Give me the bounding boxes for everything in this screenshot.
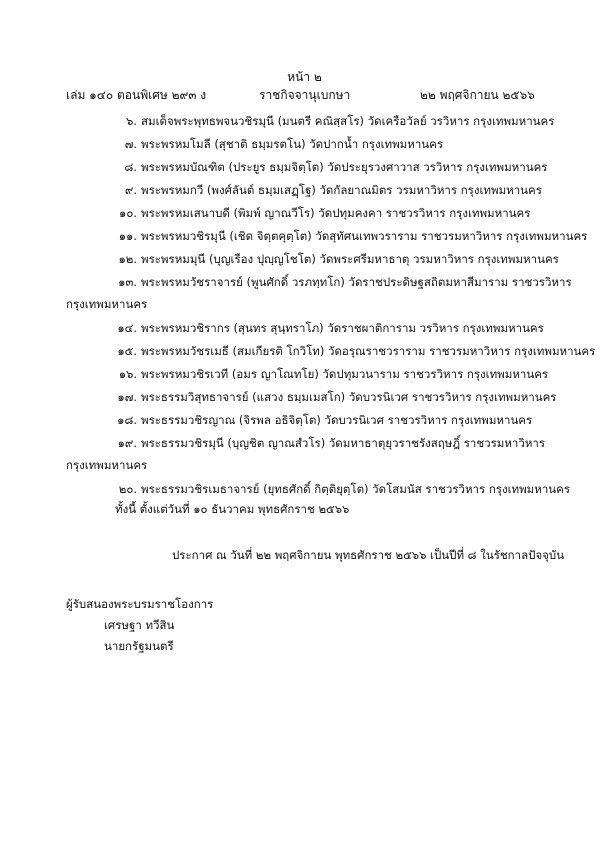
list-item — [0, 113, 609, 133]
item-text: พระพรหมวัชรเมธี (สมเกียรติ โกวิโท) วัดอรุณราชวราราม ราชวรมหาวิหาร กรุงเทพมหานคร — [141, 344, 596, 358]
item-text: พระพรหมวชิรากร (สุนทร สุนฺทราโภ) วัดราชผาติการาม วรวิหาร กรุงเทพมหานคร — [141, 321, 544, 335]
list-item — [0, 435, 609, 455]
item-number: ๑๐. — [119, 206, 137, 220]
list-item — [0, 366, 609, 386]
item-number: ๑๖. — [118, 367, 137, 381]
item-text: พระพรหมวัชราจารย์ (พูนศักดิ์ วรภทฺทโก) วัดราชประดิษฐสถิตมหาสีมาราม ราชวรวิหาร — [141, 275, 572, 289]
list-item — [0, 389, 609, 409]
countersign-label: ผู้รับสนองพระบรมราชโองการ — [66, 597, 214, 611]
item-text: พระธรรมวชิรเมธาจารย์ (ยุทธศักดิ์ กิตฺติยุตฺโต) วัดโสมนัส ราชวรวิหาร กรุงเทพมหานคร — [141, 482, 571, 496]
list-item — [0, 251, 609, 271]
list-item — [0, 412, 609, 432]
list-item — [0, 159, 609, 179]
list-item — [0, 136, 609, 156]
item-number: ๒๐. — [118, 482, 137, 496]
header-date: ๒๒ พฤศจิกายน ๒๕๖๖ — [420, 88, 535, 102]
item-number: ๘. — [124, 160, 137, 174]
item-continuation: กรุงเทพมหานคร — [66, 458, 148, 472]
item-number: ๖. — [126, 114, 137, 128]
item-text: พระพรหมเสนาบดี (พิมพ์ ญาณวีโร) วัดปทุมคงคา ราชวรวิหาร กรุงเทพมหานคร — [141, 206, 531, 220]
item-number: ๑๔. — [117, 321, 137, 335]
list-item — [0, 481, 609, 501]
item-number: ๑๑. — [118, 229, 137, 243]
item-number: ๑๗. — [117, 390, 137, 404]
item-text: พระพรหมวชิรเวที (อมร ญาโณทโย) วัดปทุมวนาราม ราชวรวิหาร กรุงเทพมหานคร — [141, 367, 549, 381]
item-number: ๑๓. — [118, 275, 137, 289]
item-number: ๑๕. — [117, 344, 137, 358]
item-number: ๑๒. — [118, 252, 137, 266]
header-gazette-title: ราชกิจจานุเบกษา — [259, 88, 351, 102]
item-number: ๙. — [124, 183, 137, 197]
header-volume: เล่ม ๑๔๐ ตอนพิเศษ ๒๙๓ ง — [66, 88, 207, 102]
item-text: พระพรหมกวี (พงศ์ลันต์ ธมฺมเสฏฺโฐ) วัดกัลยาณมิตร วรมหาวิหาร กรุงเทพมหานคร — [141, 183, 542, 197]
item-text: พระพรหมมุนี (บุญเรือง ปุญฺญโชโต) วัดพระศรีมหาธาตุ วรมหาวิหาร กรุงเทพมหานคร — [141, 252, 559, 266]
list-item — [0, 205, 609, 225]
item-number: ๑๘. — [117, 413, 137, 427]
item-number: ๑๙. — [117, 436, 137, 450]
list-item — [0, 320, 609, 340]
item-text: พระพรหมวชิรมุนี (เชิด จิตฺตคุตฺโต) วัดสุทัศนเทพวราราม ราชวรมหาวิหาร กรุงเทพมหานคร — [141, 229, 588, 243]
list-item — [0, 228, 609, 248]
effective-date: ทั้งนี้ ตั้งแต่วันที่ ๑๐ ธันวาคม พุทธศักราช ๒๕๖๖ — [115, 502, 350, 516]
signatory-title: นายกรัฐมนตรี — [104, 639, 174, 653]
item-number: ๗. — [124, 137, 137, 151]
item-text: พระพรหมบัณฑิต (ประยูร ธมฺมจิตฺโต) วัดประยุรวงศาวาส วรวิหาร กรุงเทพมหานคร — [141, 160, 548, 174]
announcement-line: ประกาศ ณ วันที่ ๒๒ พฤศจิกายน พุทธศักราช ๒๕๖๖ เป็นปีที่ ๘ ในรัชกาลปัจจุบัน — [172, 548, 565, 562]
page-number: หน้า ๒ — [287, 70, 322, 84]
item-text: พระธรรมวชิรญาณ (จิรพล อธิจิตฺโต) วัดบวรนิเวศ ราชวรวิหาร กรุงเทพมหานคร — [141, 413, 533, 427]
list-item — [0, 182, 609, 202]
item-text: สมเด็จพระพุทธพจนวชิรมุนี (มนตรี คณิสฺสโร) วัดเครือวัลย์ วรวิหาร กรุงเทพมหานคร — [141, 114, 555, 128]
item-text: พระพรหมโมลี (สุชาติ ธมฺมรตโน) วัดปากน้ำ กรุงเทพมหานคร — [141, 137, 444, 151]
item-continuation: กรุงเทพมหานคร — [66, 297, 148, 311]
item-text: พระธรรมวิสุทธาจารย์ (แสวง ธมฺมเมสโก) วัดบวรนิเวศ ราชวรวิหาร กรุงเทพมหานคร — [141, 390, 557, 404]
item-text: พระธรรมวชิรมุนี (บุญชิต ญาณสํวโร) วัดมหาธาตุยุวราชรังสฤษฎิ์ ราชวรมหาวิหาร — [141, 436, 546, 450]
list-item — [0, 343, 609, 363]
list-item — [0, 274, 609, 294]
signatory-name: เศรษฐา ทวีสิน — [104, 618, 175, 632]
